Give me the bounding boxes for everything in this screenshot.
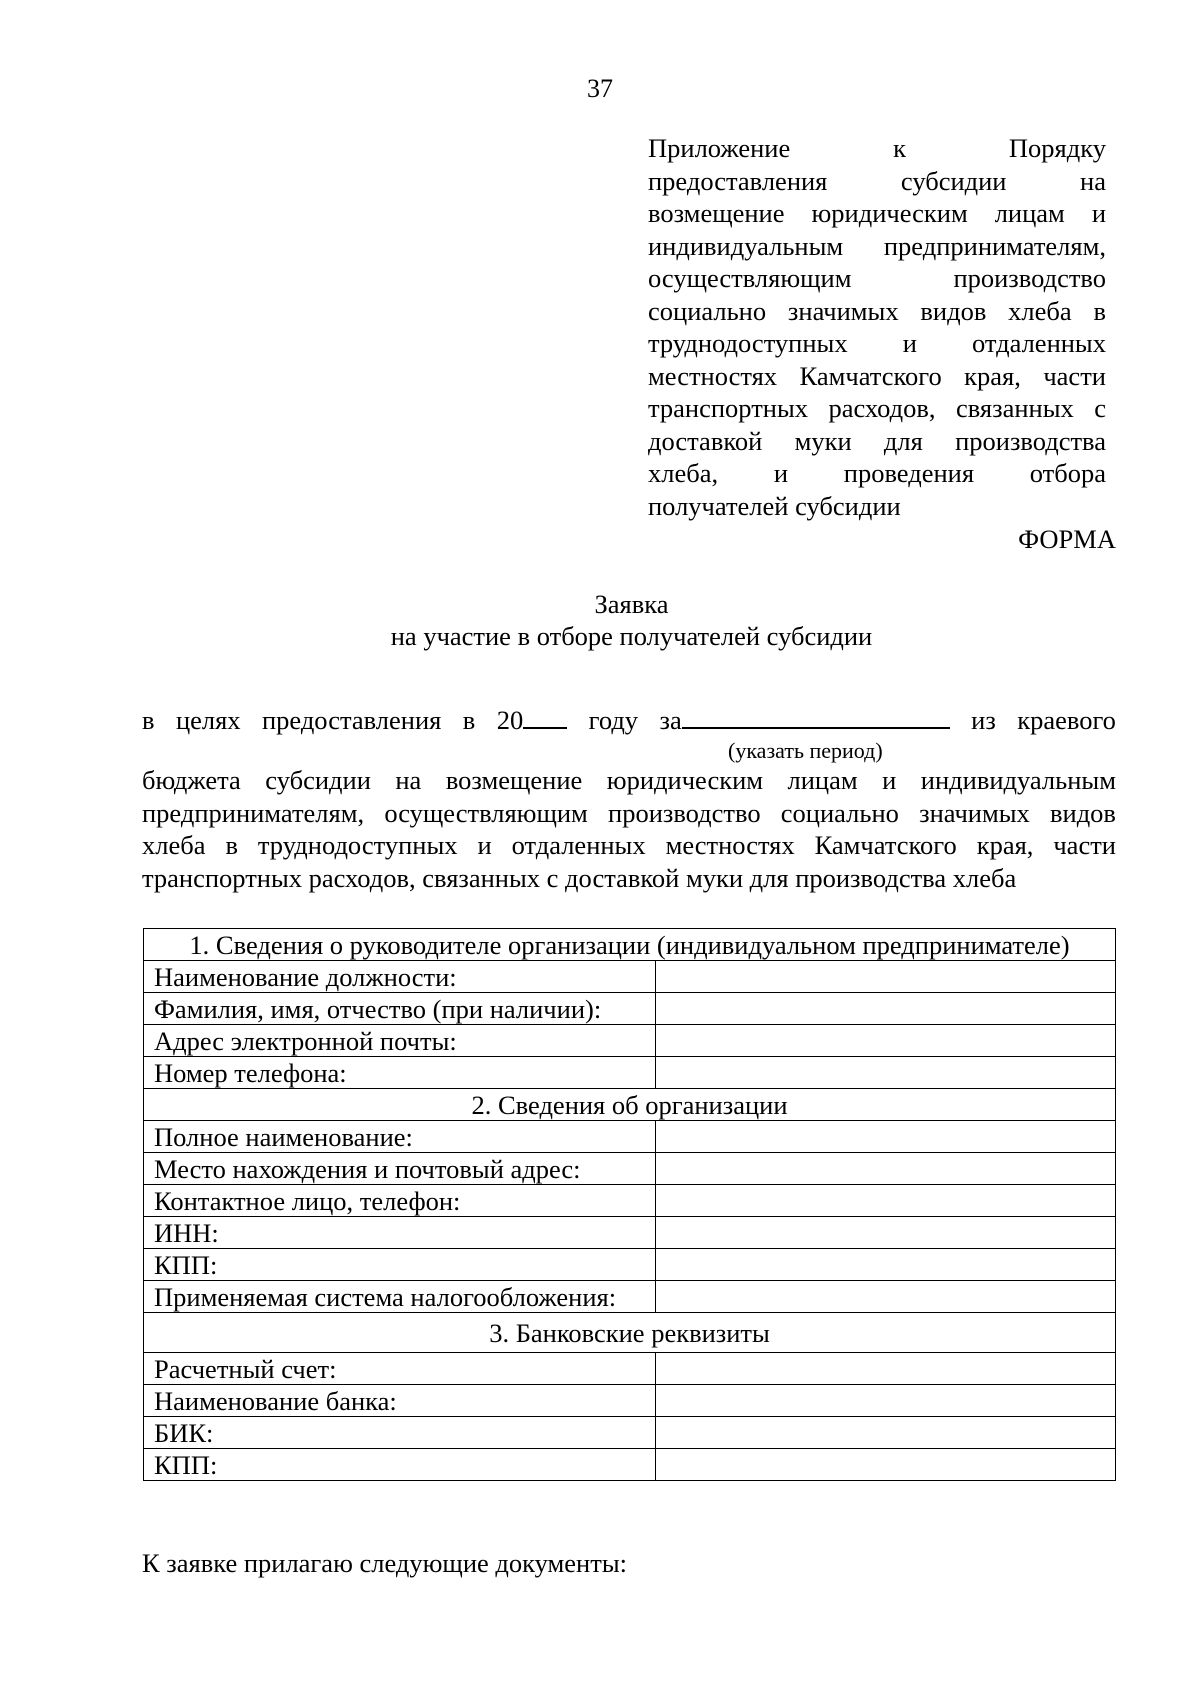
appendix-word: Приложение [648, 133, 791, 163]
appendix-word: значимых [787, 295, 899, 326]
intro-paragraph [142, 764, 1116, 894]
appendix-word: с [1094, 393, 1106, 423]
field-value-cell[interactable] [656, 1449, 1116, 1481]
table-row [144, 1217, 1116, 1249]
paragraph-word: и [882, 765, 897, 795]
paragraph-word: видов [1050, 797, 1116, 828]
appendix-word: лицам [994, 198, 1065, 228]
field-value-cell[interactable] [656, 1217, 1116, 1249]
field-value-cell[interactable] [656, 1121, 1116, 1153]
intro-word: предоставления [261, 705, 442, 735]
appendix-word: предпринимателям, [883, 230, 1106, 261]
field-label: Номер телефона: [144, 1057, 656, 1089]
appendix-note [648, 132, 1106, 522]
appendix-word: Камчатского [799, 360, 942, 391]
appendix-word: индивидуальным [648, 230, 844, 261]
paragraph-word: значимых [919, 797, 1030, 828]
paragraph-line [142, 797, 1116, 830]
field-label: КПП: [144, 1449, 656, 1481]
paragraph-word: края, [976, 830, 1034, 860]
appendix-word: социально [648, 295, 767, 326]
paragraph-line [142, 862, 1116, 895]
appendix-line [648, 197, 1106, 230]
appendix-word: части [1043, 360, 1106, 391]
field-label: Место нахождения и почтовый адрес: [144, 1153, 656, 1185]
field-value-cell[interactable] [656, 1353, 1116, 1385]
table-row [144, 1153, 1116, 1185]
appendix-word: и [902, 328, 917, 358]
paragraph-word: на [395, 765, 422, 795]
appendix-line [648, 490, 1106, 523]
form-label: ФОРМА [1018, 524, 1116, 554]
table-row [144, 1121, 1116, 1153]
paragraph-word: отдаленных [511, 830, 646, 860]
field-label: КПП: [144, 1249, 656, 1281]
document-title: Заявка [594, 589, 669, 619]
appendix-word: осуществляющим [648, 263, 852, 293]
appendix-word: возмещение [648, 198, 785, 228]
appendix-word: субсидии [900, 165, 1007, 196]
appendix-word: на [1080, 165, 1106, 196]
appendix-word: транспортных [648, 393, 809, 423]
intro-word: целях [175, 705, 241, 735]
appendix-line [648, 360, 1106, 393]
table-row [144, 1385, 1116, 1417]
appendix-word: хлеба, [648, 458, 719, 488]
field-value-cell[interactable] [656, 993, 1116, 1025]
intro-word: году [588, 705, 639, 735]
appendix-word: местностях [648, 360, 778, 391]
appendix-line [648, 392, 1106, 425]
paragraph-word: и [477, 830, 492, 860]
field-value-cell[interactable] [656, 1153, 1116, 1185]
field-label: Адрес электронной почты: [144, 1025, 656, 1057]
appendix-line [648, 425, 1106, 458]
period-blank-field[interactable] [682, 705, 950, 729]
appendix-word: юридическим [811, 198, 968, 228]
appendix-word: видов [920, 295, 987, 326]
appendix-word: отбора [1029, 458, 1106, 488]
appendix-line [648, 327, 1106, 360]
intro-word: за [659, 705, 682, 735]
paragraph-word: труднодоступных [257, 830, 458, 860]
field-label: ИНН: [144, 1217, 656, 1249]
paragraph-word: предпринимателям, [142, 797, 365, 828]
document-title-block [0, 588, 1200, 652]
appendix-word: хлеба [1008, 295, 1072, 326]
intro-word: в [462, 705, 476, 735]
intro-word: в [142, 705, 155, 735]
paragraph-word: юридическим [606, 765, 764, 795]
appendix-word: для [883, 425, 923, 456]
field-label: Применяемая система налогообложения: [144, 1281, 656, 1313]
appendix-line [648, 230, 1106, 263]
paragraph-word: в [225, 830, 238, 860]
field-value-cell[interactable] [656, 1185, 1116, 1217]
paragraph-word: индивидуальным [920, 765, 1116, 795]
paragraph-word: возмещение [445, 765, 583, 795]
application-form-table [143, 928, 1116, 1481]
field-label: Контактное лицо, телефон: [144, 1185, 656, 1217]
paragraph-word: социально [780, 797, 899, 828]
table-row [144, 1185, 1116, 1217]
appendix-word: получателей субсидии [648, 490, 901, 521]
table-row [144, 961, 1116, 993]
field-label: Наименование должности: [144, 961, 656, 993]
field-label: БИК: [144, 1417, 656, 1449]
appendix-word: связанных [955, 393, 1074, 423]
period-hint: (указать период) [728, 738, 883, 763]
appendix-word: труднодоступных [648, 328, 848, 358]
appendix-word: отдаленных [971, 328, 1106, 358]
year-prefix: 20 [496, 705, 524, 735]
paragraph-word: субсидии [265, 765, 371, 795]
page-number: 37 [587, 74, 613, 103]
section-header: 2. Сведения об организации [144, 1089, 1116, 1121]
appendix-word: производства [955, 425, 1106, 456]
intro-word: краевого [1017, 705, 1116, 735]
paragraph-line [142, 764, 1116, 797]
paragraph-word: транспортных расходов, связанных с доставкой муки для производства хлеба [142, 862, 1017, 893]
field-value-cell[interactable] [656, 961, 1116, 993]
field-label: Расчетный счет: [144, 1353, 656, 1385]
intro-word: из [971, 705, 996, 735]
section-header-row [144, 1313, 1116, 1353]
appendix-word: предоставления [648, 165, 828, 196]
attachments-label: К заявке прилагаю следующие документы: [142, 1548, 627, 1578]
field-label: Наименование банка: [144, 1385, 656, 1417]
paragraph-word: бюджета [142, 765, 241, 795]
table-row [144, 1057, 1116, 1089]
section-header: 1. Сведения о руководителе организации (индивидуальном предпринимателе) [144, 929, 1116, 961]
field-value-cell[interactable] [656, 1417, 1116, 1449]
appendix-word: проведения [843, 458, 975, 488]
field-value-cell[interactable] [656, 1281, 1116, 1313]
section-header: 3. Банковские реквизиты [144, 1313, 1116, 1353]
table-row [144, 1281, 1116, 1313]
paragraph-word: местностях [665, 830, 795, 860]
appendix-word: к [893, 133, 907, 163]
document-subtitle: на участие в отборе получателей субсидии [390, 621, 873, 651]
appendix-line [648, 165, 1106, 198]
appendix-word: муки [794, 425, 852, 456]
appendix-line [648, 132, 1106, 165]
appendix-word: расходов, [828, 393, 936, 423]
table-row [144, 1025, 1116, 1057]
paragraph-word: осуществляющим [384, 797, 588, 828]
period-group [659, 704, 949, 736]
appendix-line [648, 295, 1106, 328]
appendix-line [648, 457, 1106, 490]
paragraph-line [142, 829, 1116, 862]
table-row [144, 1353, 1116, 1385]
appendix-word: края, [964, 360, 1021, 391]
section-header-row [144, 1089, 1116, 1121]
table-row [144, 1417, 1116, 1449]
paragraph-word: лицам [787, 765, 858, 795]
field-value-cell[interactable] [656, 1025, 1116, 1057]
field-label: Полное наименование: [144, 1121, 656, 1153]
paragraph-word: производство [608, 797, 761, 828]
year-group [497, 704, 568, 736]
appendix-word: в [1093, 295, 1106, 326]
table-row [144, 1249, 1116, 1281]
year-blank-field[interactable] [523, 705, 567, 729]
field-value-cell[interactable] [656, 1385, 1116, 1417]
paragraph-word: части [1053, 830, 1116, 860]
appendix-word: и [773, 458, 789, 488]
appendix-word: и [1091, 198, 1106, 228]
table-row [144, 1449, 1116, 1481]
appendix-word: Порядку [1008, 133, 1106, 163]
appendix-word: доставкой [648, 425, 763, 456]
paragraph-word: Камчатского [814, 830, 957, 860]
paragraph-word: хлеба [142, 830, 206, 860]
appendix-line [648, 262, 1106, 295]
field-value-cell[interactable] [656, 1249, 1116, 1281]
field-value-cell[interactable] [656, 1057, 1116, 1089]
field-label: Фамилия, имя, отчество (при наличии): [144, 993, 656, 1025]
section-header-row [144, 929, 1116, 961]
intro-line [142, 704, 1116, 736]
appendix-word: производство [953, 263, 1106, 293]
table-row [144, 993, 1116, 1025]
